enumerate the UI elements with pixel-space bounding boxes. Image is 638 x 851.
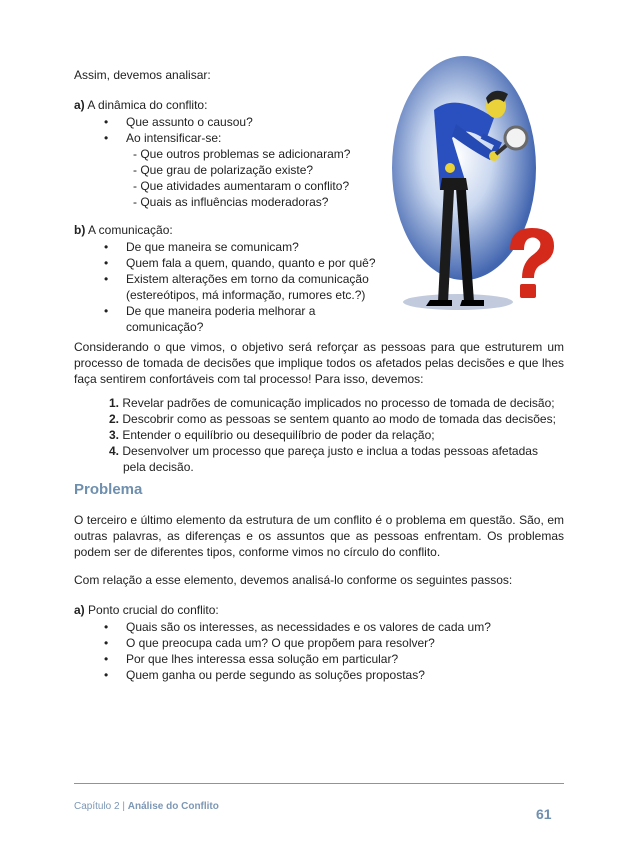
sub-item: - Quais as influências moderadoras? <box>133 195 329 209</box>
list-item-continuation: (estereótipos, má informação, rumores etc.?) <box>126 288 366 302</box>
sub-item: - Que atividades aumentaram o conflito? <box>133 179 350 193</box>
section-b-title: A comunicação: <box>88 223 173 237</box>
bullet: • <box>104 636 109 650</box>
list-item: De que maneira se comunicam? <box>126 240 299 254</box>
footer-separator: | <box>122 801 125 812</box>
paragraph-steps-intro: Com relação a esse elemento, devemos analisá-lo conforme os seguintes passos: <box>74 573 513 587</box>
bullet: • <box>104 115 109 129</box>
list-item: Quem fala a quem, quando, quanto e por quê? <box>126 256 376 270</box>
bullet: • <box>104 240 109 254</box>
bullet: • <box>104 304 109 318</box>
question-mark-icon <box>510 228 554 298</box>
section-heading-problema: Problema <box>74 481 143 498</box>
step-number: 1. <box>109 396 120 410</box>
list-item: De que maneira poderia melhorar a <box>126 304 316 318</box>
numbered-item <box>109 427 435 443</box>
list-item: Quem ganha ou perde segundo as soluções propostas? <box>126 668 425 682</box>
bullet: • <box>104 620 109 634</box>
list-item: O que preocupa cada um? O que propõem para resolver? <box>126 636 435 650</box>
section-b-marker: b) <box>74 223 86 237</box>
list-item: Existem alterações em torno da comunicação <box>126 272 369 286</box>
numbered-item <box>109 411 556 427</box>
numbered-item-continuation: pela decisão. <box>123 460 194 474</box>
bullet: • <box>104 256 109 270</box>
section-a-title: A dinâmica do conflito: <box>87 98 208 112</box>
list-item: Que assunto o causou? <box>126 115 253 129</box>
footer-section: Análise do Conflito <box>127 801 219 812</box>
step-number: 4. <box>109 444 120 458</box>
sub-item: - Que outros problemas se adicionaram? <box>133 147 351 161</box>
numbered-item <box>109 395 555 411</box>
intro-text: Assim, devemos analisar: <box>74 68 211 82</box>
numbered-item <box>109 443 538 459</box>
illustration-magnifier-man <box>386 40 576 320</box>
bullet: • <box>104 131 109 145</box>
step-number: 3. <box>109 428 120 442</box>
footer <box>74 801 219 812</box>
bullet: • <box>104 668 109 682</box>
list-item-continuation: comunicação? <box>126 320 204 334</box>
list-item: Quais são os interesses, as necessidades e os valores de cada um? <box>126 620 491 634</box>
list-item: Por que lhes interessa essa solução em particular? <box>126 652 399 666</box>
list-item: Ao intensificar-se: <box>126 131 222 145</box>
section-a-marker: a) <box>74 98 85 112</box>
step-text: Desenvolver um processo que pareça justo e inclua a todas pessoas afetadas <box>122 444 538 458</box>
step-text: Revelar padrões de comunicação implicados no processo de tomada de decisão; <box>122 396 555 410</box>
section-c-heading <box>74 602 219 618</box>
bullet: • <box>104 272 109 286</box>
page-number: 61 <box>536 806 552 822</box>
sub-item: - Que grau de polarização existe? <box>133 163 314 177</box>
step-text: Descobrir como as pessoas se sentem quanto ao modo de tomada das decisões; <box>122 412 556 426</box>
section-a-heading <box>74 97 207 113</box>
paragraph-problem: O terceiro e último elemento da estrutura de um conflito é o problema em questão. São, em outras palavras, as diferenças e os assuntos que as pessoas enfrentam. Os problemas podem ser de diferentes tipos, conforme vimos no círculo do conflito. <box>74 513 564 559</box>
section-c-marker: a) <box>74 603 85 617</box>
paragraph-objective: Considerando o que vimos, o objetivo será reforçar as pessoas para que estruturem um processo de tomada de decisões que implique todos os afetados pelas decisões e que lhes faça sentirem confortáveis com tal processo! Para isso, devemos: <box>74 340 564 386</box>
step-number: 2. <box>109 412 120 426</box>
section-b-heading <box>74 222 173 238</box>
bullet: • <box>104 652 109 666</box>
footer-divider <box>74 783 564 784</box>
footer-chapter: Capítulo 2 <box>74 801 120 812</box>
step-text: Entender o equilíbrio ou desequilíbrio de poder da relação; <box>122 428 435 442</box>
section-c-title: Ponto crucial do conflito: <box>88 603 219 617</box>
magnifying-glass <box>505 127 527 149</box>
